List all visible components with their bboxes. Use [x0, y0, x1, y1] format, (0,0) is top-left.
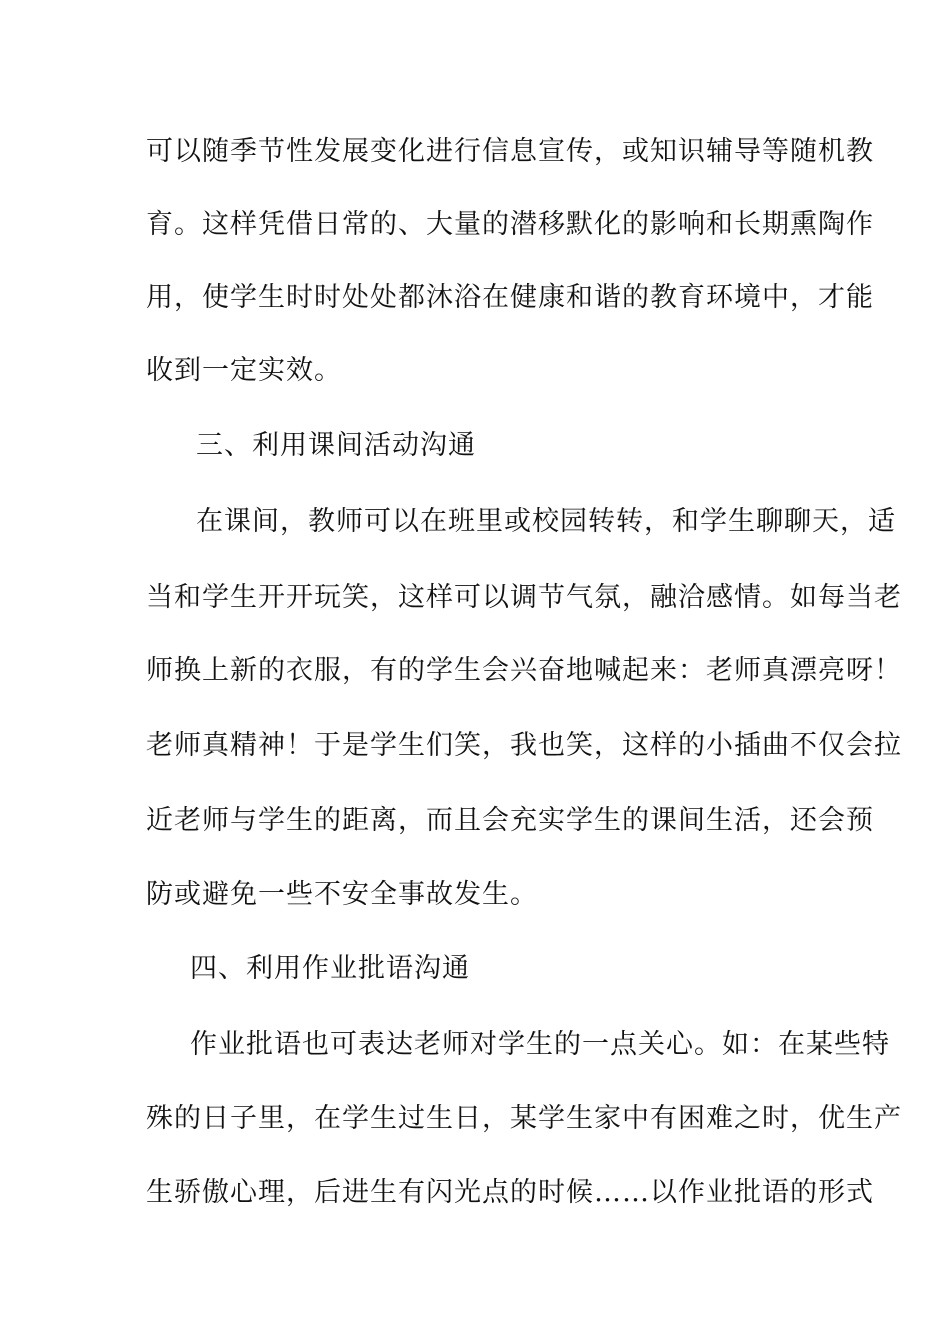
paragraph-line: 生骄傲心理，后进生有闪光点的时候……以作业批语的形式: [146, 1177, 874, 1208]
paragraph-line: 育。这样凭借日常的、大量的潜移默化的影响和长期熏陶作: [146, 209, 874, 240]
paragraph-line: 殊的日子里，在学生过生日，某学生家中有困难之时，优生产: [146, 1103, 902, 1134]
paragraph-line: 近老师与学生的距离，而且会充实学生的课间生活，还会预: [146, 805, 874, 836]
paragraph-line: 当和学生开开玩笑，这样可以调节气氛，融洽感情。如每当老: [146, 582, 902, 613]
section-heading-3: 三、利用课间活动沟通: [196, 430, 476, 461]
paragraph-line: 师换上新的衣服，有的学生会兴奋地喊起来：老师真漂亮呀！: [146, 655, 902, 686]
paragraph-line: 老师真精神！于是学生们笑，我也笑，这样的小插曲不仅会拉: [146, 730, 902, 761]
paragraph-line: 可以随季节性发展变化进行信息宣传，或知识辅导等随机教: [146, 136, 874, 167]
paragraph-line: 作业批语也可表达老师对学生的一点关心。如：在某些特: [190, 1029, 890, 1060]
paragraph-line: 在课间，教师可以在班里或校园转转，和学生聊聊天，适: [196, 506, 896, 537]
paragraph-line: 防或避免一些不安全事故发生。: [146, 879, 538, 910]
paragraph-line: 用，使学生时时处处都沐浴在健康和谐的教育环境中，才能: [146, 282, 874, 313]
paragraph-line: 收到一定实效。: [146, 355, 342, 386]
section-heading-4: 四、利用作业批语沟通: [190, 953, 470, 984]
